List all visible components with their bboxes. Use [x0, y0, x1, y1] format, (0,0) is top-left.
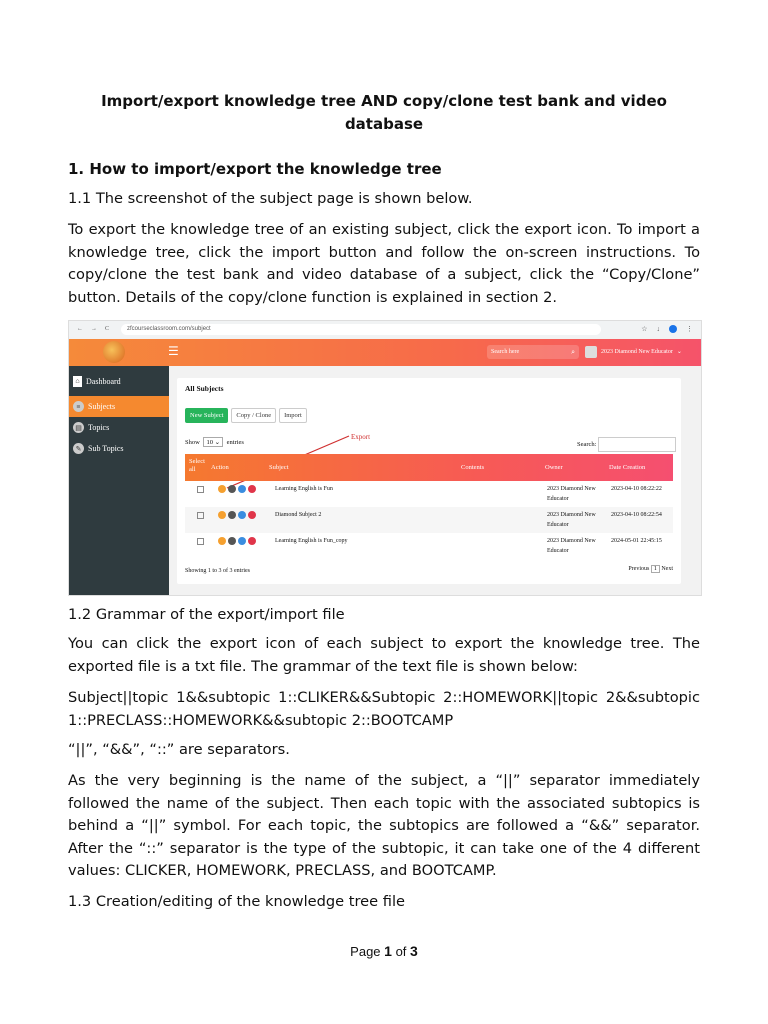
search-placeholder: Search here	[491, 349, 520, 355]
export-annotation: Export	[351, 433, 371, 441]
next-link: Next	[661, 566, 673, 572]
subjects-card	[177, 378, 681, 584]
address-bar: zfcourseclassroom.com/subject	[121, 324, 601, 335]
table-header	[185, 454, 673, 481]
chevron-down-icon: ⌄	[676, 349, 682, 355]
sidebar	[69, 366, 169, 595]
row-owner: 2023 Diamond New	[547, 512, 596, 518]
sidebar-item-subtopics	[69, 438, 169, 459]
col-action: Action	[211, 464, 229, 471]
grammar-explanation: As the very beginning is the name of the subject, a “||” separator immediately followed the name of the subject. Then each topic with the associated subtopics is behind a “||” symbol. For each topic, the subtopics are followed a “&&” separator. After the “::” separator is the type of the subtopic, it can take one of the 4 different values: CLICKER, HOMEWORK, PRECLASS, and BOOTCAMP.	[68, 772, 700, 879]
view-icon	[238, 485, 246, 493]
download-icon: ↓	[656, 325, 660, 333]
export-icon	[228, 485, 236, 493]
paragraph-export-icon: You can click the export icon of each subject to export the knowledge tree. The exported file is a txt file. The grammar of the text file is shown below:	[68, 635, 700, 675]
sidebar-item-label: Subjects	[88, 402, 116, 411]
row-actions	[218, 537, 256, 545]
avatar	[585, 346, 597, 358]
topics-icon: ▤	[73, 422, 84, 433]
grammar-example: Subject||topic 1&&subtopic 1::CLIKER&&Subtopic 2::HOMEWORK||topic 2&&subtopic 1::PRECLASS::HOMEWORK&&subtopic 2::BOOTCAMP	[68, 689, 700, 729]
paragraph-export-intro: To export the knowledge tree of an existing subject, click the export icon. To import a knowledge tree, click the import button and follow the on-screen instructions. To copy/clone the test bank and video database of a subject, click the “Copy/Clone” button. Details of the copy/clone function is explained in section 2.	[68, 221, 700, 306]
title-line-1: Import/export knowledge tree AND copy/clone test bank and video	[101, 92, 667, 110]
delete-icon	[248, 537, 256, 545]
edit-icon	[218, 537, 226, 545]
row-date: 2023-04-10 08:22:54	[611, 512, 662, 518]
sidebar-item-label: Topics	[88, 423, 110, 432]
edit-icon	[218, 511, 226, 519]
back-icon: ←	[77, 326, 83, 332]
header-search	[487, 345, 579, 359]
new-subject-button: New Subject	[185, 408, 228, 423]
logo	[103, 341, 125, 363]
search-icon: ⌕	[571, 348, 575, 356]
row-owner-2: Educator	[547, 496, 569, 502]
table-search-label: Search:	[577, 440, 597, 448]
more-icon: ⋮	[686, 325, 693, 333]
showing-info: Showing 1 to 3 of 3 entries	[185, 568, 250, 574]
table-search	[577, 437, 676, 452]
row-checkbox	[197, 512, 204, 519]
row-date: 2023-04-10 08:22:22	[611, 486, 662, 492]
import-button: Import	[279, 408, 307, 423]
subject-page-screenshot	[68, 320, 702, 596]
delete-icon	[248, 485, 256, 493]
previous-link: Previous	[628, 566, 650, 572]
row-owner-2: Educator	[547, 522, 569, 528]
paragraph-1-3: 1.3 Creation/editing of the knowledge tree file	[68, 893, 405, 910]
row-actions	[218, 511, 256, 519]
view-icon	[238, 511, 246, 519]
table-footer	[185, 568, 673, 574]
paragraph-1-1: 1.1 The screenshot of the subject page is shown below.	[68, 190, 473, 207]
page-length-value: 10	[206, 439, 213, 446]
browser-toolbar	[69, 321, 701, 337]
sidebar-item-label: Sub Topics	[88, 444, 124, 453]
row-subject: Learning English is Fun_copy	[275, 538, 348, 544]
col-owner: Owner	[545, 464, 563, 471]
copy-clone-button: Copy / Clone	[231, 408, 276, 423]
menu-icon: ☰	[168, 344, 179, 358]
reload-icon: C	[105, 326, 110, 332]
table-search-input	[598, 437, 676, 452]
home-icon: ⌂	[73, 376, 82, 387]
entries-label: entries	[226, 439, 244, 446]
separators-note: “||”, “&&”, “::” are separators.	[68, 741, 290, 758]
user-menu	[585, 345, 682, 359]
footer-of-label: of	[391, 944, 411, 959]
page-footer	[0, 943, 768, 959]
profile-icon	[669, 325, 677, 333]
forward-icon: →	[91, 326, 97, 332]
delete-icon	[248, 511, 256, 519]
document-title	[68, 90, 700, 136]
view-icon	[238, 537, 246, 545]
col-date-creation: Date Creation	[609, 464, 646, 471]
card-title: All Subjects	[185, 384, 224, 393]
section-heading: 1. How to import/export the knowledge tree	[68, 160, 442, 178]
row-date: 2024-05-01 22:45:15	[611, 538, 662, 544]
star-icon: ☆	[641, 325, 648, 333]
row-subject: Learning English is Fun	[275, 486, 333, 492]
sidebar-item-dashboard	[69, 366, 169, 396]
row-subject: Diamond Subject 2	[275, 512, 322, 518]
col-contents: Contents	[461, 464, 485, 471]
col-subject: Subject	[269, 464, 289, 471]
footer-page-label: Page	[350, 944, 385, 959]
row-actions	[218, 485, 256, 493]
col-select-all: Select all	[189, 458, 205, 473]
row-checkbox	[197, 486, 204, 493]
user-name: 2023 Diamond New Educator	[601, 349, 673, 355]
table-row	[185, 507, 673, 533]
pagination	[628, 566, 673, 572]
footer-page-number: 1	[384, 943, 392, 959]
sidebar-item-subjects	[69, 396, 169, 417]
table-row	[185, 533, 673, 559]
sidebar-item-label: Dashboard	[86, 376, 121, 386]
paragraph-1-2: 1.2 Grammar of the export/import file	[68, 606, 345, 623]
page-length-select: 10 ⌄	[203, 437, 223, 447]
edit-icon	[218, 485, 226, 493]
footer-total-pages: 3	[410, 943, 418, 959]
export-icon	[228, 511, 236, 519]
row-checkbox	[197, 538, 204, 545]
show-label: Show	[185, 439, 200, 446]
page-number: 1	[651, 565, 660, 573]
row-owner: 2023 Diamond New	[547, 486, 596, 492]
subjects-icon: ≡	[73, 401, 84, 412]
sidebar-item-topics	[69, 417, 169, 438]
table-row	[185, 481, 673, 507]
row-owner-2: Educator	[547, 548, 569, 554]
title-line-2: database	[344, 115, 424, 133]
row-owner: 2023 Diamond New	[547, 538, 596, 544]
app-header	[69, 339, 701, 366]
subtopics-icon: ✎	[73, 443, 84, 454]
export-icon	[228, 537, 236, 545]
